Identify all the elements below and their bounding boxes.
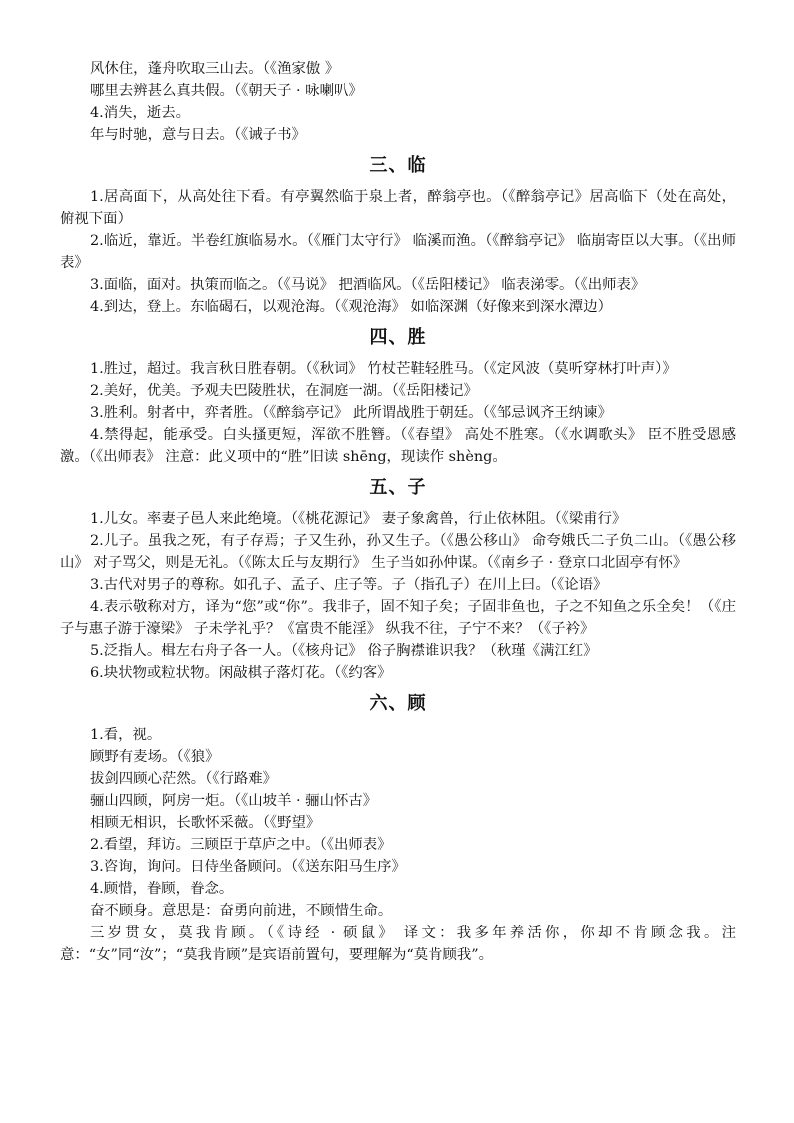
section-heading: 三、临 [369, 155, 427, 176]
definition-line: 2.临近，靠近。半卷红旗临易水。（《雁门太守行》 临溪而渔。（《醉翁亭记》 临崩寄臣以大事。（《出师表》 [60, 233, 736, 271]
example-line: 拔剑四顾心茫然。（《行路难》 [90, 771, 278, 787]
text-line: 哪里去辨甚么真共假。（《朝天子 · 咏喇叭》 [90, 83, 363, 99]
section-heading: 五、子 [369, 477, 427, 498]
text-line: 风休住，蓬舟吹取三山去。（《渔家傲 》 [90, 61, 340, 77]
definition-line: 2.美好，优美。予观夫巴陵胜状，在洞庭一湖。（《岳阳楼记》 [90, 383, 478, 399]
example-line: 相顾无相识，长歌怀采薇。（《野望》 [90, 815, 321, 831]
definition-line: 2.看望，拜访。三顾臣于草庐之中。（《出师表》 [90, 837, 392, 853]
example-line: 奋不顾身。意思是：奋勇向前进，不顾惜生命。 [90, 903, 393, 919]
definition-line: 3.面临，面对。执策而临之。（《马说》 把酒临风。（《岳阳楼记》 临表涕零。（《出师表》 [90, 277, 646, 293]
section-sheng [60, 318, 736, 468]
document-body [60, 58, 736, 966]
definition-line: 5.泛指人。楫左右舟子各一人。（《核舟记》 俗子胸襟谁识我？（秋瑾《满江红》 [90, 643, 598, 659]
section-lin [60, 146, 736, 318]
section-zi [60, 468, 736, 684]
example-line: 三岁贯女，莫我肯顾。（《诗经 · 硕鼠》 译文：我多年养活你，你却不肯顾念我。注意：“女”同“汝”；“莫我肯顾”是宾语前置句，要理解为“莫肯顾我”。 [60, 925, 736, 963]
definition-line: 1.居高面下，从高处往下看。有亭翼然临于泉上者，醉翁亭也。（《醉翁亭记》居高临下（处在高处，俯视下面） [60, 189, 736, 227]
example-line: 顾野有麦场。（《狼》 [90, 749, 220, 765]
text-line: 4.消失，逝去。 [90, 105, 191, 121]
definition-line: 3.咨询，询问。日侍坐备顾问。（《送东阳马生序》 [90, 859, 406, 875]
text-line: 年与时驰，意与日去。（《诫子书》 [90, 127, 306, 143]
definition-line: 3.胜利。射者中，弈者胜。（《醉翁亭记》 此所谓战胜于朝廷。（《邹忌讽齐王纳谏》 [90, 405, 612, 421]
definition-line: 2.儿子。虽我之死，有子存焉；子又生孙，孙又生子。（《愚公移山》 命夸娥氏二子负二山。（《愚公移山》 对子骂父，则是无礼。（《陈太丘与友期行》 生子当如孙仲谋。（《南乡子 · 登京口北固亭有怀》 [60, 533, 736, 571]
definition-line: 1.看，视。 [90, 727, 162, 743]
definition-line: 1.胜过，超过。我言秋日胜春朝。（《秋词》 竹杖芒鞋轻胜马。（《定风波（莫听穿林打叶声）》 [90, 361, 677, 377]
section-heading: 四、胜 [369, 327, 427, 348]
definition-line: 4.禁得起，能承受。白头搔更短，浑欲不胜簪。（《春望》 高处不胜寒。（《水调歌头》 臣不胜受恩感激。（《出师表》 注意：此义项中的“胜”旧读 shēng，现读作 shèng。 [60, 427, 736, 465]
intro-lines [60, 58, 736, 146]
definition-line: 4.到达，登上。东临碣石，以观沧海。（《观沧海》 如临深渊（好像来到深水潭边） [90, 299, 612, 315]
definition-line: 4.表示敬称对方，译为“您”或“你”。我非子，固不知子矣；子固非鱼也，子之不知鱼之乐全矣！（《庄子与惠子游于濠梁》 子未学礼乎？《富贵不能淫》 纵我不往，子宁不来？（《子衿》 [60, 599, 736, 637]
definition-line: 3.古代对男子的尊称。如孔子、孟子、庄子等。子（指孔子）在川上曰。（《论语》 [90, 577, 608, 593]
definition-line: 4.顾惜，眷顾，眷念。 [90, 881, 234, 897]
example-line: 骊山四顾，阿房一炬。（《山坡羊 · 骊山怀古》 [90, 793, 378, 809]
definition-line: 6.块状物或粒状物。闲敲棋子落灯花。（《约客》 [90, 665, 392, 681]
section-gu [60, 684, 736, 966]
section-heading: 六、顾 [369, 693, 427, 714]
definition-line: 1.儿女。率妻子邑人来此绝境。（《桃花源记》 妻子象禽兽，行止依林阻。（《梁甫行》 [90, 511, 627, 527]
